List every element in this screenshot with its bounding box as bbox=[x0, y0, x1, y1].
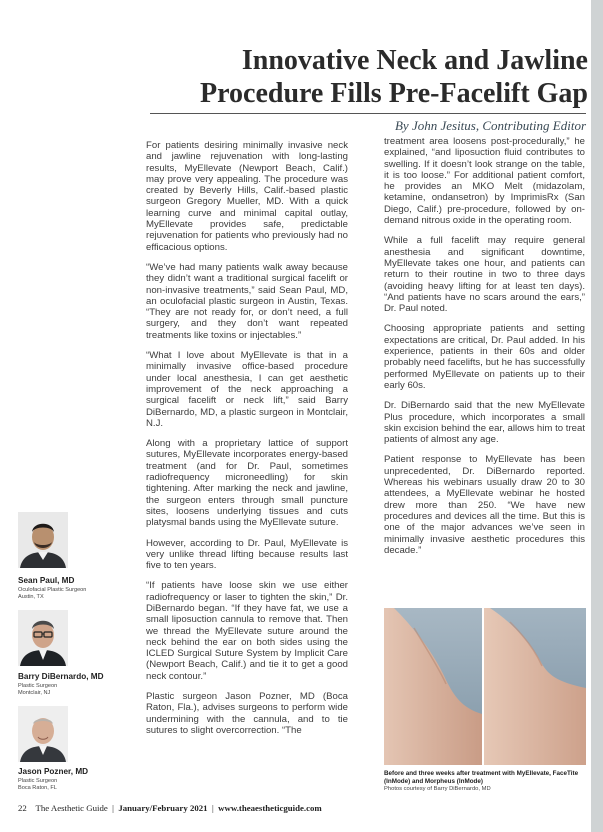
figure-credit: Photos courtesy of Barry DiBernardo, MD bbox=[384, 786, 491, 792]
person-role: Oculofacial Plastic Surgeon bbox=[18, 587, 87, 593]
headshot-jason-pozner bbox=[18, 706, 68, 762]
article-column-1 bbox=[146, 140, 348, 745]
article-byline: By John Jesitus, Contributing Editor bbox=[394, 118, 586, 133]
person-role: Plastic Surgeon bbox=[18, 683, 58, 689]
title-rule bbox=[150, 113, 586, 114]
paragraph: Patient response to MyEllevate has been unprecedented, Dr. DiBernardo reported. Whereas his webinars usually draw 20 to 30 attendees, a MyEllevate webinar he hosted drew more than 250. “We have new procedures and devices all the time. But this is one of the major advances we’ve seen in minimally invasive aesthetic procedures this decade.” bbox=[384, 454, 585, 556]
paragraph: “We’ve had many patients walk away because they didn’t want a traditional surgical facelift or non-invasive treatments,” said Sean Paul, MD, an oculofacial plastic surgeon in Austin, Texas. “They are not ready for, or don’t need, a full surgery, and they don’t want repeated treatments like toxins or injectables.” bbox=[146, 261, 348, 341]
website-link[interactable]: www.theaestheticguide.com bbox=[218, 803, 322, 813]
page-edge-bar bbox=[591, 0, 603, 832]
person-role: Plastic Surgeon bbox=[18, 778, 58, 784]
paragraph: Choosing appropriate patients and setting expectations are critical, Dr. Paul added. In his experience, patients in their 60s and older probably need facelifts, but he has successfully performed MyEllevate on patients up to their early 60s. bbox=[384, 323, 585, 391]
publication-name: The Aesthetic Guide bbox=[35, 803, 108, 813]
headshot-barry-dibernardo bbox=[18, 610, 68, 666]
person-location: Boca Raton, FL bbox=[18, 785, 57, 791]
paragraph: While a full facelift may require general anesthesia and significant downtime, MyEllevate takes one hour, and patients can return to their routine in two to three days (avoiding heavy lifting for at least ten days). “And patients have no scars around the ears,” Dr. Paul noted. bbox=[384, 235, 585, 315]
person-name: Barry DiBernardo, MD bbox=[18, 672, 104, 681]
article-title-line-2: Procedure Fills Pre-Facelift Gap bbox=[199, 78, 588, 109]
before-photo bbox=[384, 608, 482, 765]
paragraph: treatment area loosens post-procedurally,” he explained, “and liposuction fluid contributes to swelling. If it doesn’t look strange on the table, it is too loose.” For additional patient comfort, he provides an MKO Melt (midazolam, ketamine, ondansetron) by ImprimisRx (San Diego, Calif.) pre-procedure, followed by on-demand nitrous oxide in the operating room. bbox=[384, 136, 585, 227]
after-photo bbox=[484, 608, 586, 765]
article-title bbox=[150, 44, 588, 110]
paragraph: However, according to Dr. Paul, MyEllevate is very unlike thread lifting because results last five to ten years. bbox=[146, 537, 348, 572]
person-name: Jason Pozner, MD bbox=[18, 767, 89, 776]
article-column-2 bbox=[384, 136, 585, 565]
paragraph: Along with a proprietary lattice of support sutures, MyEllevate incorporates energy-based treatment (and for Dr. Paul, sometimes radiofrequency microneedling) for skin tightening. After marking the neck and jawline, the surgeon enters through small puncture sites, loosens underlying tissues and cuts platysmal bands using the MyEllevate suture. bbox=[146, 438, 348, 529]
page-number: 22 bbox=[18, 803, 27, 813]
paragraph: “If patients have loose skin we use either radiofrequency or laser to tighten the skin,” Dr. DiBernardo began. “If they have fat, we use a small liposuction cannula to remove that. Then we thread the MyEllevate suture around the neck behind the ear on both sides using the ICLED Surgical Suture System by Implicit Care (Newport Beach, Calif.) and tie it to get a good neck contour.” bbox=[146, 580, 348, 682]
paragraph: “What I love about MyEllevate is that in a minimally invasive office-based procedure under local anesthesia, I can get aesthetic improvement of the neck approaching a surgical facelift or neck lift,” said Barry DiBernardo, MD, a plastic surgeon in Montclair, N.J. bbox=[146, 350, 348, 429]
person-location: Montclair, NJ bbox=[18, 690, 51, 696]
paragraph: Plastic surgeon Jason Pozner, MD (Boca Raton, Fla.), advises surgeons to perform wide undermining with the cannula, and to tie sutures to slight overcorrection. “The bbox=[146, 691, 348, 736]
person-name: Sean Paul, MD bbox=[18, 576, 75, 585]
article-title-line-1: Innovative Neck and Jawline bbox=[241, 45, 588, 76]
paragraph: Dr. DiBernardo said that the new MyEllevate Plus procedure, which incorporates a small skin excision behind the ear, allows him to treat patients of almost any age. bbox=[384, 400, 585, 446]
page-footer: 22 The Aesthetic Guide | January/February 2021 | www.theaestheticguide.com bbox=[18, 803, 322, 813]
issue-date: January/February 2021 bbox=[118, 803, 208, 813]
headshot-sean-paul bbox=[18, 512, 68, 568]
figure-caption: Before and three weeks after treatment with MyEllevate, FaceTite (InMode) and Morpheus (InMode) bbox=[384, 770, 579, 785]
paragraph: For patients desiring minimally invasive neck and jawline rejuvenation with long-lasting results, MyEllevate (Newport Beach, Calif.) may prove very appealing. The procedure was created by Beverly Hills, Calif.-based plastic surgeon Gregory Mueller, MD. With a quick learning curve and minimal capital outlay, MyEllevate provides safe, predictable rejuvenation for patients who previously had no efficacious options. bbox=[146, 140, 348, 253]
person-location: Austin, TX bbox=[18, 594, 44, 600]
